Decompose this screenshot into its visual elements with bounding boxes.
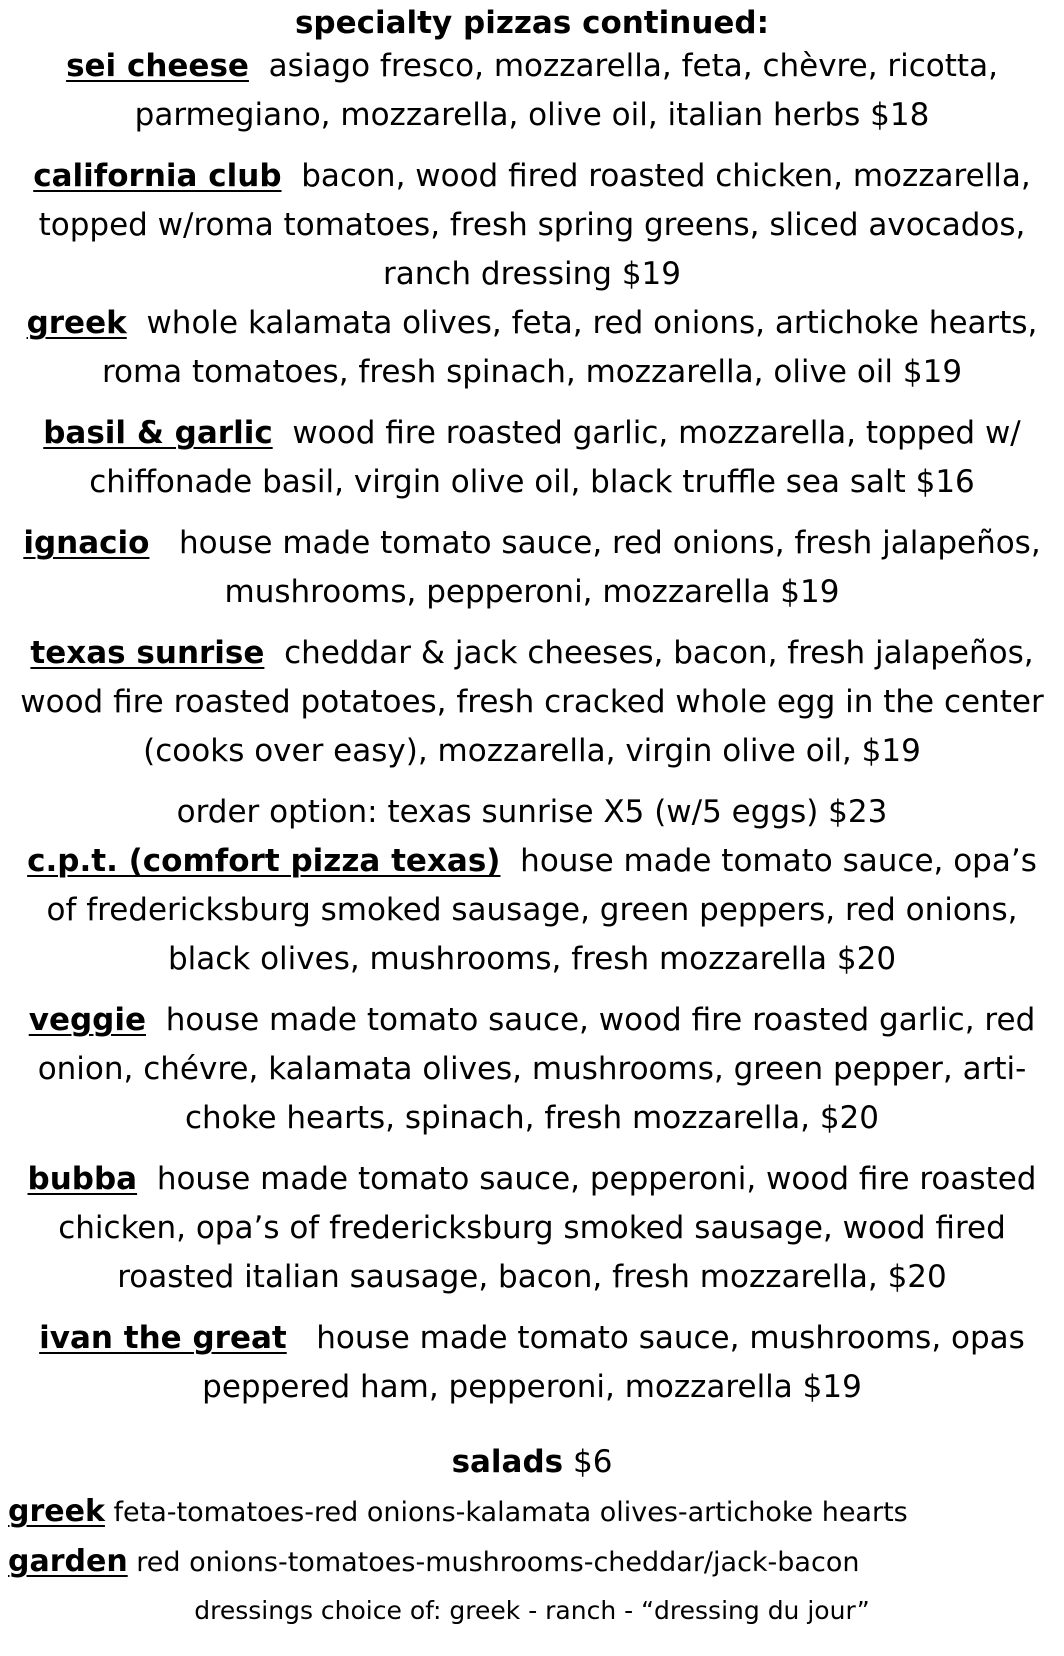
- salads-price: $6: [572, 1444, 613, 1480]
- pizza-name: greek: [26, 305, 127, 341]
- pizza-description: whole kalamata olives, feta, red onions, artichoke hearts, roma tomatoes, fresh spinach, mozzarella, olive oil $19: [101, 305, 1038, 390]
- pizza-description: house made tomato sauce, mushrooms, opas peppered ham, pepperoni, mozzarella $19: [202, 1320, 1025, 1405]
- pizza-description: house made tomato sauce, red onions, fresh jalapeños, mushrooms, pepperoni, mozzarella $19: [178, 525, 1041, 610]
- pizza-name: ignacio: [23, 525, 150, 561]
- pizza-bubba: [8, 1155, 1056, 1302]
- pizza-name: c.p.t. (comfort pizza texas): [27, 843, 501, 879]
- salad-name: greek: [8, 1494, 105, 1529]
- pizza-description: bacon, wood fired roasted chicken, mozzarella, topped w/roma tomatoes, fresh spring greens, sliced avocados, ranch dressing $19: [38, 158, 1031, 292]
- pizza-name: texas sunrise: [30, 635, 265, 671]
- pizza-description: cheddar & jack cheeses, bacon, fresh jalapeños, wood fire roasted potatoes, fresh cracked whole egg in the center (cooks over easy), mozzarella, virgin olive oil, $19: [20, 635, 1044, 769]
- dressings-note: dressings choice of: greek - ranch - “dressing du jour”: [194, 1596, 870, 1625]
- pizza-ignacio: [8, 519, 1056, 617]
- pizza-name: veggie: [28, 1002, 146, 1038]
- pizza-description: house made tomato sauce, wood fire roasted garlic, red onion, chévre, kalamata olives, mushrooms, green pepper, arti-choke hearts, spinach, fresh mozzarella, $20: [37, 1002, 1036, 1136]
- salad-description: red onions-tomatoes-mushrooms-cheddar/jack-bacon: [136, 1547, 860, 1578]
- pizza-name: basil & garlic: [43, 415, 273, 451]
- pizza-description: house made tomato sauce, opa’s of fredericksburg smoked sausage, green peppers, red onions, black olives, mushrooms, fresh mozzarella $20: [46, 843, 1037, 977]
- pizza-cpt: [8, 837, 1056, 984]
- pizza-sei-cheese: [8, 42, 1056, 140]
- salad-description: feta-tomatoes-red onions-kalamata olives-artichoke hearts: [113, 1497, 908, 1528]
- pizza-veggie: [8, 996, 1056, 1143]
- pizza-description: wood fire roasted garlic, mozzarella, topped w/ chiffonade basil, virgin olive oil, black truffle sea salt $16: [89, 415, 1021, 500]
- salads-title: salads: [451, 1444, 564, 1480]
- pizza-name: sei cheese: [66, 48, 249, 84]
- order-option: order option: texas sunrise X5 (w/5 eggs) $23: [176, 794, 888, 830]
- pizza-name: california club: [33, 158, 282, 194]
- pizza-basil-garlic: [8, 409, 1056, 507]
- pizza-description: asiago fresco, mozzarella, feta, chèvre, ricotta, parmegiano, mozzarella, olive oil, italian herbs $18: [134, 48, 998, 133]
- salad-greek: [8, 1487, 1056, 1537]
- pizza-name: ivan the great: [39, 1320, 287, 1356]
- salads-heading: [8, 1438, 1056, 1487]
- pizza-texas-sunrise: [8, 629, 1056, 776]
- pizza-california-club: [8, 152, 1056, 299]
- pizza-name: bubba: [27, 1161, 138, 1197]
- pizza-description: house made tomato sauce, pepperoni, wood fire roasted chicken, opa’s of fredericksburg smoked sausage, wood fired roasted italian sausage, bacon, fresh mozzarella, $20: [58, 1161, 1037, 1295]
- pizza-ivan-the-great: [8, 1314, 1056, 1412]
- salad-name: garden: [8, 1544, 128, 1579]
- salad-garden: [8, 1537, 1056, 1587]
- section-heading: specialty pizzas continued:: [294, 5, 770, 41]
- pizza-greek: [8, 299, 1056, 397]
